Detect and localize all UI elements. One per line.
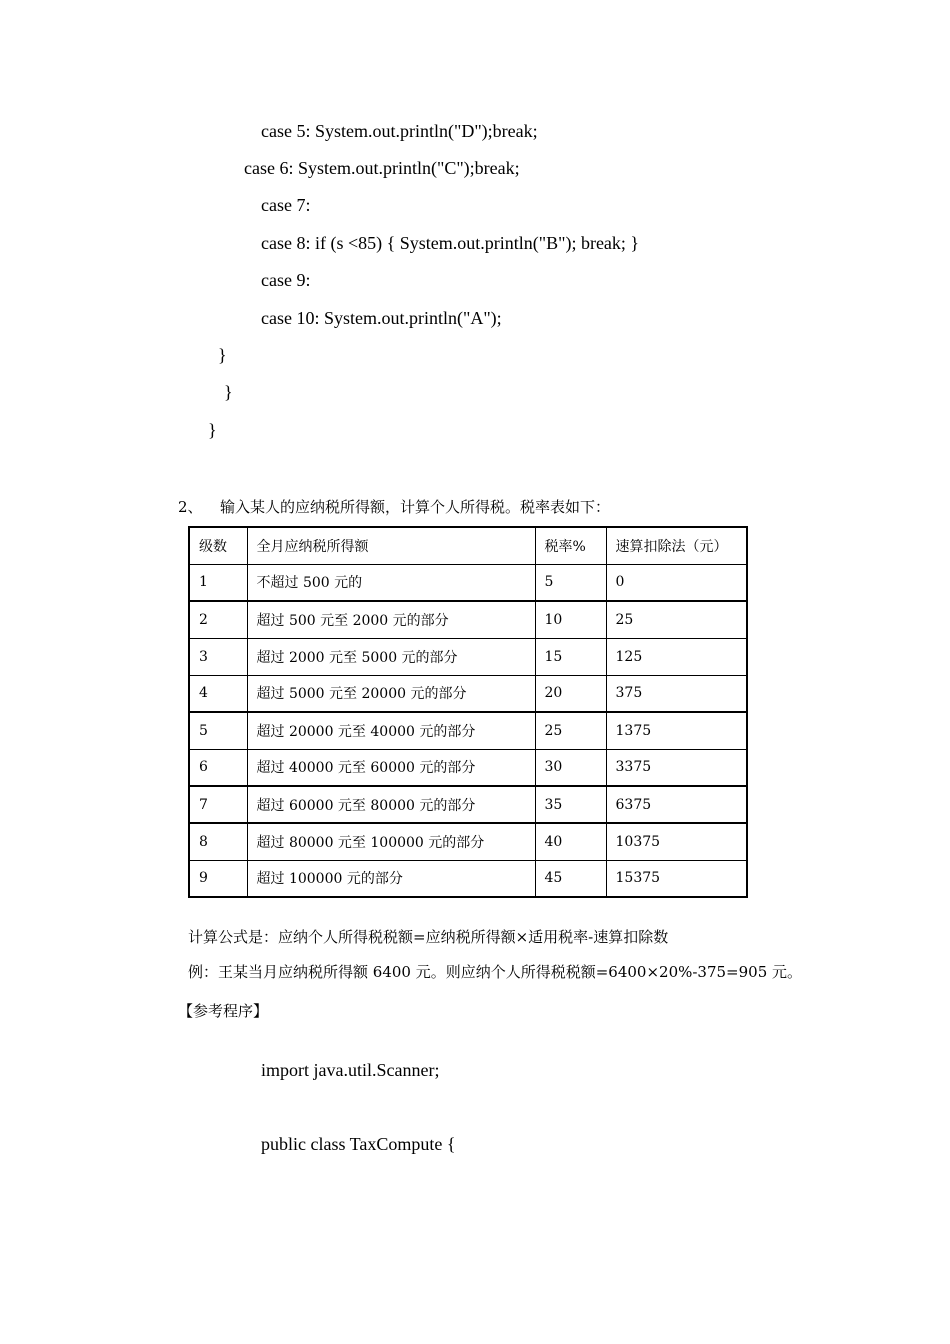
code-line: } <box>218 345 227 365</box>
table-cell: 375 <box>606 675 747 712</box>
table-cell: 超过 2000 元至 5000 元的部分 <box>247 638 535 675</box>
table-cell: 125 <box>606 638 747 675</box>
table-cell: 6 <box>189 749 247 786</box>
table-cell: 6375 <box>606 786 747 823</box>
code-line: import java.util.Scanner; <box>261 1060 440 1080</box>
table-cell: 10375 <box>606 823 747 860</box>
formula-text: 计算公式是：应纳个人所得税税额=应纳税所得额×适用税率-速算扣除数 <box>188 928 669 946</box>
table-header-row <box>189 527 747 564</box>
reference-label: 【参考程序】 <box>178 1002 269 1020</box>
table-cell: 超过 100000 元的部分 <box>247 860 535 897</box>
code-line: case 10: System.out.println("A"); <box>261 308 502 328</box>
code-line: } <box>224 382 233 402</box>
table-row <box>189 860 747 897</box>
table-cell: 超过 80000 元至 100000 元的部分 <box>247 823 535 860</box>
table-cell: 15375 <box>606 860 747 897</box>
table-row <box>189 823 747 860</box>
code-line: case 7: <box>261 195 311 215</box>
table-cell: 9 <box>189 860 247 897</box>
table-cell: 超过 20000 元至 40000 元的部分 <box>247 712 535 749</box>
table-row <box>189 749 747 786</box>
table-cell: 1 <box>189 564 247 601</box>
table-row <box>189 786 747 823</box>
table-cell: 25 <box>606 601 747 638</box>
table-cell: 10 <box>535 601 606 638</box>
table-cell: 30 <box>535 749 606 786</box>
table-cell: 不超过 500 元的 <box>247 564 535 601</box>
code-line: case 6: System.out.println("C");break; <box>244 158 520 178</box>
table-cell: 超过 40000 元至 60000 元的部分 <box>247 749 535 786</box>
header-cell: 税率% <box>535 527 606 564</box>
header-cell: 速算扣除法（元） <box>606 527 747 564</box>
header-cell: 级数 <box>189 527 247 564</box>
table-cell: 1375 <box>606 712 747 749</box>
table-cell: 25 <box>535 712 606 749</box>
code-line: case 9: <box>261 270 311 290</box>
table-cell: 40 <box>535 823 606 860</box>
table-cell: 5 <box>535 564 606 601</box>
table-cell: 35 <box>535 786 606 823</box>
example-text: 例：王某当月应纳税所得额 6400 元。则应纳个人所得税税额=6400×20%-375=905 元。 <box>188 963 803 981</box>
code-line: case 8: if (s <85) { System.out.println("B"); break; } <box>261 233 640 253</box>
table-cell: 超过 500 元至 2000 元的部分 <box>247 601 535 638</box>
table-row <box>189 601 747 638</box>
table-cell: 45 <box>535 860 606 897</box>
table-cell: 15 <box>535 638 606 675</box>
table-cell: 7 <box>189 786 247 823</box>
table-row <box>189 712 747 749</box>
code-line: case 5: System.out.println("D");break; <box>261 121 538 141</box>
question-number: 2、 <box>178 498 203 516</box>
header-cell: 全月应纳税所得额 <box>247 527 535 564</box>
table-cell: 8 <box>189 823 247 860</box>
table-row <box>189 564 747 601</box>
table-cell: 2 <box>189 601 247 638</box>
table-cell: 3 <box>189 638 247 675</box>
code-line: public class TaxCompute { <box>261 1134 456 1154</box>
table-cell: 超过 5000 元至 20000 元的部分 <box>247 675 535 712</box>
code-line: } <box>208 420 217 440</box>
table-cell: 5 <box>189 712 247 749</box>
tax-rate-table <box>188 526 748 898</box>
question-text: 输入某人的应纳税所得额，计算个人所得税。税率表如下： <box>220 498 611 516</box>
table-cell: 超过 60000 元至 80000 元的部分 <box>247 786 535 823</box>
table-cell: 20 <box>535 675 606 712</box>
table-row <box>189 675 747 712</box>
table-cell: 3375 <box>606 749 747 786</box>
table-cell: 0 <box>606 564 747 601</box>
table-row <box>189 638 747 675</box>
table-cell: 4 <box>189 675 247 712</box>
